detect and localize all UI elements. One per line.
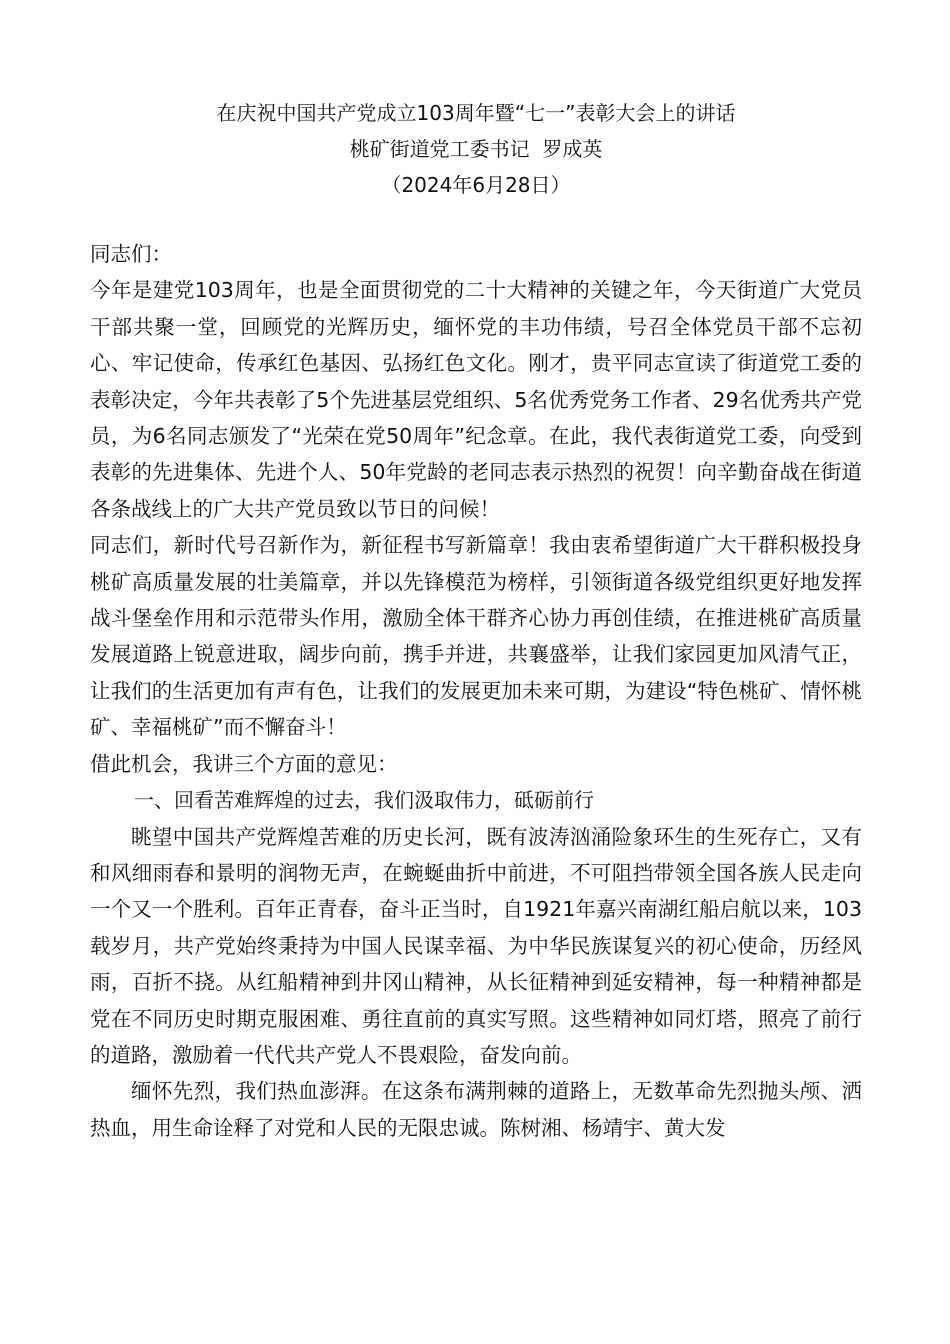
section-heading-1: 一、回看苦难辉煌的过去，我们汲取伟力，砥砺前行 [134,788,594,813]
spacer [90,203,862,236]
paragraph-2: 同志们，新时代号召新作为，新征程书写新篇章！我由衷希望街道广大干群积极投身桃矿高质量发展的壮美篇章，并以先锋模范为榜样，引领街道各级党组织更好地发挥战斗堡垒作用和示范带头作用，激励全体干群齐心协力再创佳绩，在推进桃矿高质量发展道路上锐意进取，阔步向前，携手并进，共襄盛举，让我们家园更加风清气正，让我们的生活更加有声有色，让我们的发展更加未来可期，为建设“特色桃矿、情怀桃矿、幸福桃矿”而不懈奋斗！ [90,533,862,740]
section-paragraph-2: 缅怀先烈，我们热血澎湃。在这条布满荆棘的道路上，无数革命先烈抛头颅、洒热血，用生命诠释了对党和人民的无限忠诚。陈树湘、杨靖宇、黄大发 [90,1079,862,1140]
document-title: 在庆祝中国共产党成立103周年暨“七一”表彰大会上的讲话 [216,101,736,125]
paragraph-3: 借此机会，我讲三个方面的意见： [90,751,398,776]
speaker-line: 桃矿街道党工委书记 罗成英 [349,137,603,161]
salutation: 同志们： [90,242,172,266]
section-paragraph-1: 眺望中国共产党辉煌苦难的历史长河，既有波涛汹涌险象环生的生死存亡，又有和风细雨春和景明的润物无声，在蜿蜒曲折中前进，不可阻挡带领全国各族人民走向一个又一个胜利。百年正青春，奋斗正当时，自1921年嘉兴南湖红船启航以来，103载岁月，共产党始终秉持为中国人民谋幸福、为中华民族谋复兴的初心使命，历经风雨，百折不挠。从红船精神到井冈山精神，从长征精神到延安精神，每一种精神都是党在不同历史时期克服困难、勇往直前的真实写照。这些精神如同灯塔，照亮了前行的道路，激励着一代代共产党人不畏艰险，奋发向前。 [90,824,862,1067]
document-page [90,95,862,1146]
date-line: （2024年6月28日） [381,173,571,197]
paragraph-1: 今年是建党103周年，也是全面贯彻党的二十大精神的关键之年，今天街道广大党员干部共聚一堂，回顾党的光辉历史，缅怀党的丰功伟绩，号召全体党员干部不忘初心、牢记使命，传承红色基因、弘扬红色文化。刚才，贵平同志宣读了街道党工委的表彰决定，今年共表彰了5个先进基层党组织、5名优秀党务工作者、29名优秀共产党员，为6名同志颁发了“光荣在党50周年”纪念章。在此，我代表街道党工委，向受到表彰的先进集体、先进个人、50年党龄的老同志表示热烈的祝贺！向辛勤奋战在街道各条战线上的广大共产党员致以节日的问候！ [90,278,862,521]
